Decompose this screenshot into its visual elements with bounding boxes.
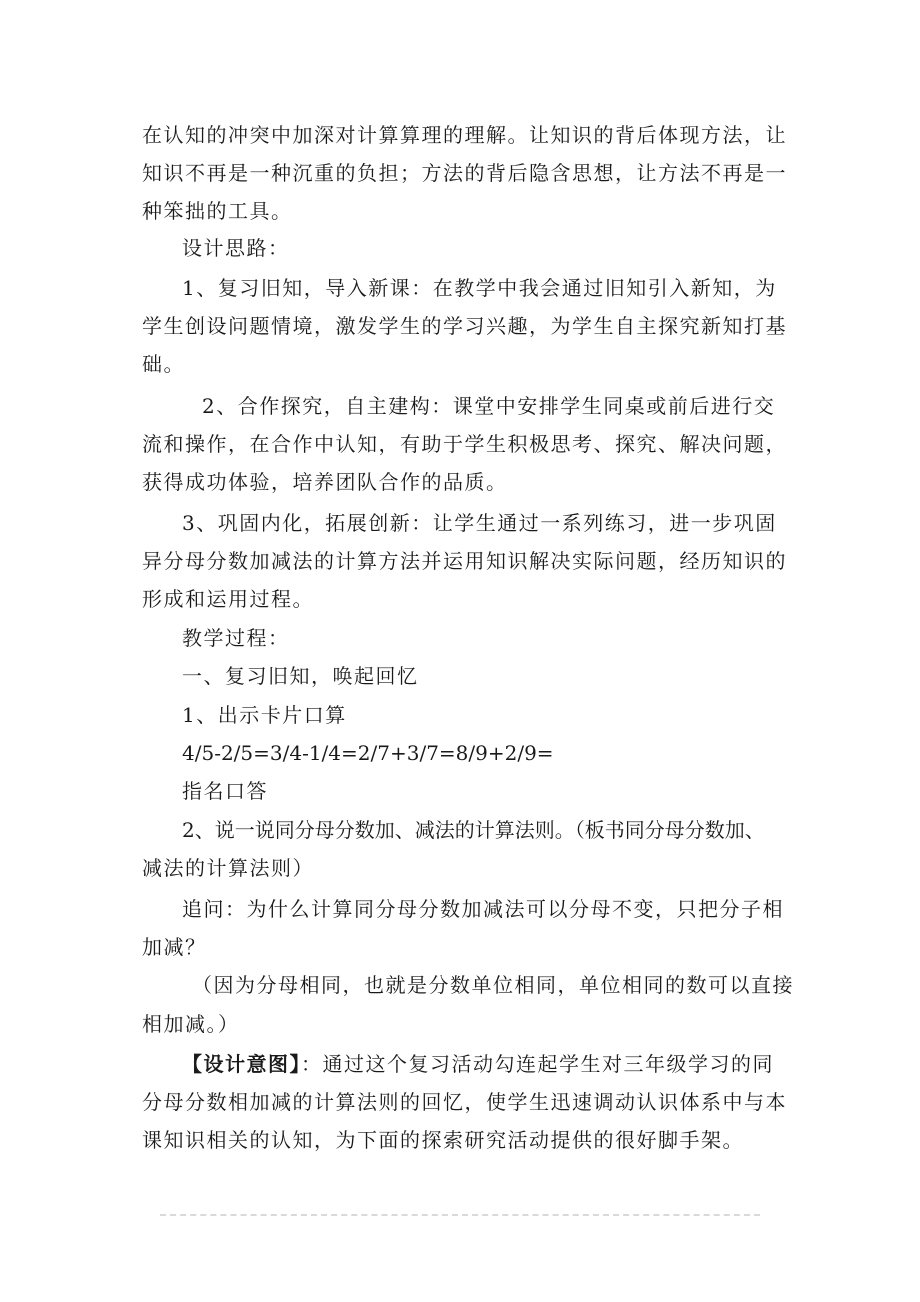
page-divider [160, 1214, 760, 1216]
paragraph-line: 获得成功体验，培养团队合作的品质。 [142, 470, 508, 494]
design-intent-text: ：通过这个复习活动勾连起学生对三年级学习的同 [301, 1052, 774, 1076]
design-intent-line [182, 1046, 774, 1082]
paragraph-line: 2、合作探究，自主建构：课堂中安排学生同桌或前后进行交 [202, 394, 776, 418]
paragraph-line: 减法的计算法则） [142, 856, 314, 880]
paragraph-line: 加减？ [142, 935, 207, 959]
paragraph-line: 流和操作，在合作中认知，有助于学生积极思考、探究、解决问题， [142, 432, 787, 456]
paragraph-line: 在认知的冲突中加深对计算算理的理解。让知识的背后体现方法，让 [142, 123, 787, 147]
list-item: 指名口答 [182, 779, 268, 803]
list-item: 1、出示卡片口算 [182, 703, 347, 727]
paragraph-line: 学生创设问题情境，激发学生的学习兴趣，为学生自主探究新知打基 [142, 314, 787, 338]
paragraph-line: （因为分母相同，也就是分数单位相同，单位相同的数可以直接 [192, 973, 794, 997]
paragraph-line: 2、说一说同分母分数加、减法的计算法则。（板书同分母分数加、 [182, 818, 765, 842]
subheading-review: 一、复习旧知，唤起回忆 [182, 664, 419, 688]
paragraph-line: 1、复习旧知，导入新课：在教学中我会通过旧知引入新知，为 [182, 276, 777, 300]
section-heading-design: 设计思路： [182, 236, 290, 260]
paragraph-line: 异分母分数加减法的计算方法并运用知识解决实际问题，经历知识的 [142, 549, 787, 573]
paragraph-line: 知识不再是一种沉重的负担；方法的背后隐含思想，让方法不再是一 [142, 161, 787, 185]
paragraph-line: 3、巩固内化，拓展创新：让学生通过一系列练习，进一步巩固 [182, 511, 777, 535]
math-expression: 4/5-2/5=3/4-1/4=2/7+3/7=8/9+2/9= [182, 741, 554, 765]
paragraph-line: 追问：为什么计算同分母分数加减法可以分母不变，只把分子相 [182, 897, 784, 921]
paragraph-line: 课知识相关的认知，为下面的探索研究活动提供的很好脚手架。 [142, 1128, 744, 1152]
section-heading-process: 教学过程： [182, 626, 290, 650]
paragraph-line: 分母分数相加减的计算法则的回忆，使学生迅速调动认识体系中与本 [142, 1090, 787, 1114]
paragraph-line: 形成和运用过程。 [142, 587, 314, 611]
paragraph-line: 相加减。） [142, 1012, 240, 1036]
design-intent-label: 【设计意图】 [182, 1052, 301, 1076]
paragraph-line: 础。 [142, 352, 185, 376]
paragraph-line: 种笨拙的工具。 [142, 199, 293, 223]
